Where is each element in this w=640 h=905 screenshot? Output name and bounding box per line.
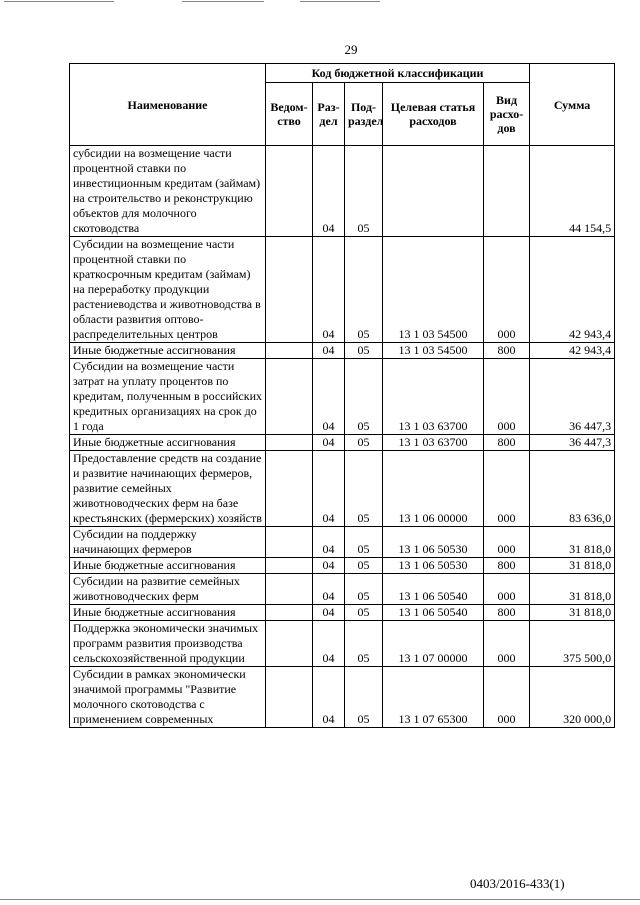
- cell-ved: [266, 574, 313, 605]
- cell-podrazdel: 05: [345, 605, 383, 621]
- cell-vid: 800: [484, 558, 530, 574]
- cell-name: Поддержка экономически значимых программ развития производства сельскохозяйственной продукции: [70, 621, 266, 667]
- header-name: Наименование: [70, 64, 266, 146]
- table-row: [70, 574, 615, 605]
- table-row: [70, 667, 615, 728]
- cell-ved: [266, 558, 313, 574]
- cell-name: Субсидии в рамках экономически значимой программы "Развитие молочного скотоводства с применением современных: [70, 667, 266, 728]
- cell-celevaya: 13 1 03 63700: [383, 359, 484, 435]
- cell-podrazdel: 05: [345, 435, 383, 451]
- cell-ved: [266, 527, 313, 558]
- page-number: 29: [344, 42, 358, 57]
- cell-ved: [266, 359, 313, 435]
- table-row: [70, 146, 615, 237]
- cell-sum: 375 500,0: [530, 621, 615, 667]
- cell-ved: [266, 605, 313, 621]
- cell-ved: [266, 621, 313, 667]
- cell-razdel: 04: [313, 605, 345, 621]
- cell-razdel: 04: [313, 359, 345, 435]
- cell-vid: [484, 146, 530, 237]
- scan-edge-line: [182, 1, 264, 2]
- cell-sum: 31 818,0: [530, 527, 615, 558]
- cell-celevaya: 13 1 03 54500: [383, 237, 484, 343]
- cell-podrazdel: 05: [345, 527, 383, 558]
- cell-celevaya: 13 1 03 63700: [383, 435, 484, 451]
- table-row: [70, 605, 615, 621]
- table-row: [70, 621, 615, 667]
- cell-name: Иные бюджетные ассигнования: [70, 343, 266, 359]
- cell-name: Субсидии на возмещение части затрат на уплату процентов по кредитам, полученным в российских кредитных организациях на срок до 1 года: [70, 359, 266, 435]
- cell-name: Иные бюджетные ассигнования: [70, 605, 266, 621]
- table-row: [70, 451, 615, 527]
- table-row: [70, 435, 615, 451]
- cell-razdel: 04: [313, 558, 345, 574]
- table-row: [70, 237, 615, 343]
- cell-name: Иные бюджетные ассигнования: [70, 435, 266, 451]
- table-row: [70, 343, 615, 359]
- cell-celevaya: 13 1 07 65300: [383, 667, 484, 728]
- cell-ved: [266, 667, 313, 728]
- cell-celevaya: 13 1 06 00000: [383, 451, 484, 527]
- cell-celevaya: 13 1 03 54500: [383, 343, 484, 359]
- cell-name: субсидии на возмещение части процентной ставки по инвестиционным кредитам (займам) на строительство и реконструкцию объектов для молочного скотоводства: [70, 146, 266, 237]
- cell-ved: [266, 343, 313, 359]
- cell-celevaya: 13 1 06 50540: [383, 605, 484, 621]
- cell-razdel: 04: [313, 621, 345, 667]
- cell-celevaya: 13 1 06 50530: [383, 527, 484, 558]
- cell-razdel: 04: [313, 527, 345, 558]
- cell-razdel: 04: [313, 146, 345, 237]
- cell-vid: 800: [484, 343, 530, 359]
- cell-podrazdel: 05: [345, 343, 383, 359]
- cell-sum: 44 154,5: [530, 146, 615, 237]
- cell-name: Субсидии на поддержку начинающих фермеров: [70, 527, 266, 558]
- cell-vid: 000: [484, 667, 530, 728]
- table-body: [70, 146, 615, 728]
- cell-podrazdel: 05: [345, 558, 383, 574]
- header-celevaya: Целевая статья расходов: [383, 83, 484, 146]
- budget-table: [69, 63, 615, 728]
- header-code-group: Код бюджетной классификации: [266, 64, 530, 83]
- cell-name: Субсидии на возмещение части процентной ставки по краткосрочным кредитам (займам) на переработку продукции растениеводства и животноводства в области развития оптово-распределительных центров: [70, 237, 266, 343]
- cell-vid: 000: [484, 451, 530, 527]
- cell-razdel: 04: [313, 343, 345, 359]
- cell-vid: 000: [484, 527, 530, 558]
- cell-celevaya: 13 1 07 00000: [383, 621, 484, 667]
- scan-edge-line: [300, 1, 380, 2]
- table-row: [70, 558, 615, 574]
- cell-podrazdel: 05: [345, 146, 383, 237]
- cell-name: Субсидии на развитие семейных животноводческих ферм: [70, 574, 266, 605]
- cell-podrazdel: 05: [345, 359, 383, 435]
- cell-vid: 800: [484, 435, 530, 451]
- cell-sum: 31 818,0: [530, 605, 615, 621]
- scan-edge-line: [4, 1, 114, 2]
- header-razdel: Раз-дел: [313, 83, 345, 146]
- cell-celevaya: 13 1 06 50540: [383, 574, 484, 605]
- cell-vid: 000: [484, 621, 530, 667]
- cell-podrazdel: 05: [345, 237, 383, 343]
- cell-vid: 800: [484, 605, 530, 621]
- cell-vid: 000: [484, 574, 530, 605]
- cell-sum: 83 636,0: [530, 451, 615, 527]
- cell-vid: 000: [484, 237, 530, 343]
- cell-name: Иные бюджетные ассигнования: [70, 558, 266, 574]
- cell-razdel: 04: [313, 451, 345, 527]
- table-row: [70, 359, 615, 435]
- cell-razdel: 04: [313, 237, 345, 343]
- cell-podrazdel: 05: [345, 574, 383, 605]
- cell-sum: 320 000,0: [530, 667, 615, 728]
- cell-sum: 42 943,4: [530, 343, 615, 359]
- cell-razdel: 04: [313, 435, 345, 451]
- cell-vid: 000: [484, 359, 530, 435]
- cell-podrazdel: 05: [345, 621, 383, 667]
- cell-sum: 36 447,3: [530, 359, 615, 435]
- document-code: 0403/2016-433(1): [470, 876, 565, 891]
- header-sum: Сумма: [530, 64, 615, 146]
- cell-ved: [266, 451, 313, 527]
- cell-sum: 31 818,0: [530, 558, 615, 574]
- cell-sum: 36 447,3: [530, 435, 615, 451]
- cell-sum: 31 818,0: [530, 574, 615, 605]
- cell-podrazdel: 05: [345, 667, 383, 728]
- header-podrazdel: Под-раздел: [345, 83, 383, 146]
- cell-name: Предоставление средств на создание и развитие начинающих фермеров, развитие семейных животноводческих ферм на базе крестьянских (фермерских) хозяйств: [70, 451, 266, 527]
- cell-sum: 42 943,4: [530, 237, 615, 343]
- cell-razdel: 04: [313, 574, 345, 605]
- header-row: [70, 64, 615, 83]
- table-row: [70, 527, 615, 558]
- cell-ved: [266, 237, 313, 343]
- scan-edge-line: [0, 899, 640, 900]
- header-ved: Ведом-ство: [266, 83, 313, 146]
- cell-ved: [266, 146, 313, 237]
- cell-celevaya: 13 1 06 50530: [383, 558, 484, 574]
- cell-ved: [266, 435, 313, 451]
- cell-razdel: 04: [313, 667, 345, 728]
- header-vid: Вид расхо-дов: [484, 83, 530, 146]
- cell-podrazdel: 05: [345, 451, 383, 527]
- cell-celevaya: [383, 146, 484, 237]
